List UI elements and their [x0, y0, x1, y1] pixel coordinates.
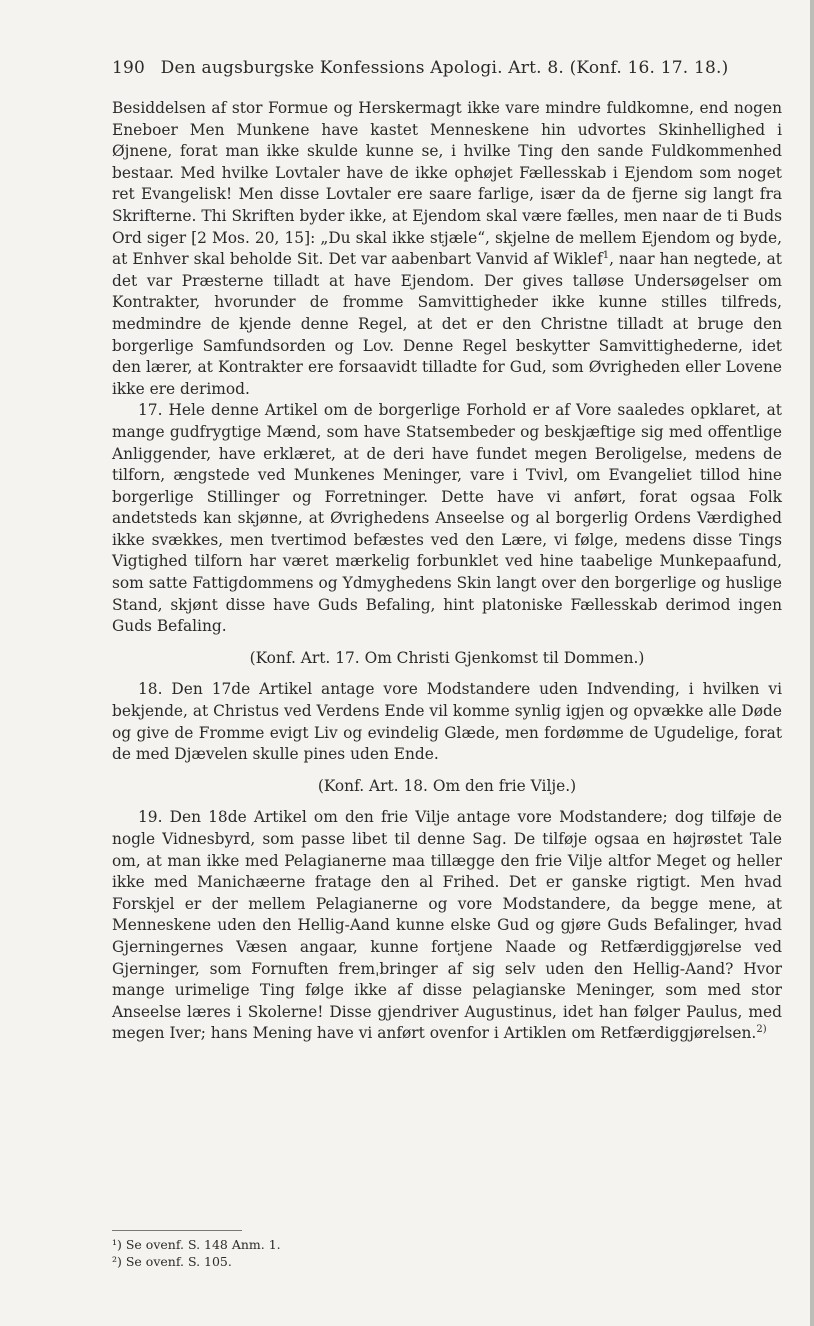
- paragraph: [112, 98, 782, 400]
- paragraph-text: Besiddelsen af stor Formue og Herskermagt ikke vare mindre fuldkomne, end nogen Eneboer Men Munkene have kastet Menneskene hin udvortes Skinhellighed i Øjnene, forat man ikke skulde kunne se, i hvilke Ting den sande Fuldkommenhed bestaar. Med hvilke Lovtaler have de ikke ophøjet Fællesskab i Ejendom som noget ret Evangelisk! Men disse Lovtaler ere saare farlige, især da de fjerne sig langt fra Skrifterne. Thi Skriften byder ikke, at Ejendom skal være fælles, men naar de ti Buds Ord siger [2 Mos. 20, 15]: „Du skal ikke stjæle“, skjelne de mellem Ejendom og byde, at Enhver skal beholde Sit. Det var aabenbart Vanvid af Wiklef: [112, 99, 782, 269]
- footnote-divider: [112, 1230, 242, 1231]
- section-heading: (Konf. Art. 17. Om Christi Gjenkomst til Dommen.): [249, 648, 645, 667]
- body-text: [112, 98, 782, 1045]
- paragraph: 18. Den 17de Artikel antage vore Modstandere uden Indvending, i hvilken vi bekjende, at Christus ved Verdens Ende vil komme synlig igjen og opvække alle Døde og give de Fromme evigt Liv og evindelig Glæde, men fordømme de Ugudelige, forat de med Djævelen skulle pines uden Ende.: [112, 680, 782, 764]
- footnote-ref: 2): [756, 1024, 767, 1036]
- paragraph: [112, 807, 782, 1045]
- paragraph: 17. Hele denne Artikel om de borgerlige Forhold er af Vore saaledes opklaret, at mange gudfrygtige Mænd, som have Statsembeder og beskjæftige sig med offentlige Anliggender, have erklæret, at de deri have fundet megen Beroligelse, medens de tilforn, ængstede ved Munkenes Meninger, vare i Tvivl, om Evangeliet tillod hine borgerlige Stillinger og Forretninger. Dette have vi anført, forat ogsaa Folk andetsteds kan skjønne, at Øvrighedens Anseelse og al borgerlig Ordens Værdighed ikke svækkes, men tvertimod befæstes ved den Lære, vi følge, medens disse Tings Vigtighed tilforn har været mærkelig forbunklet ved hine taabelige Munkepaafund, som satte Fattigdommens og Ydmyghedens Skin langt over den borgerlige og huslige Stand, skjønt disse have Guds Befaling, hint platoniske Fællesskab derimod ingen Guds Befaling.: [112, 401, 782, 636]
- footnote-ref: 1: [602, 250, 610, 262]
- running-header: [112, 58, 732, 78]
- section-heading: (Konf. Art. 18. Om den frie Vilje.): [317, 776, 577, 795]
- page-number: 190: [112, 58, 146, 78]
- footnote: ¹) Se ovenf. S. 148 Anm. 1.: [112, 1237, 281, 1252]
- page-edge: [810, 0, 814, 1326]
- paragraph-text: , naar han negtede, at det var Præsterne tilladt at have Ejendom. Der gives talløse Undersøgelser om Kontrakter, hvorunder de fromme Samvittigheder ikke kunne stilles tilfreds, medmindre de kjende denne Regel, at det er den Christne tilladt at bruge den borgerlige Samfundsorden og Lov. Denne Regel beskytter Samvittighederne, idet den lærer, at Kontrakter ere forsaavidt tilladte for Gud, som Øvrigheden eller Lovene ikke ere derimod.: [112, 250, 782, 398]
- footnote: ²) Se ovenf. S. 105.: [112, 1254, 232, 1269]
- footnotes: [112, 1236, 712, 1270]
- running-title: Den augsburgske Konfessions Apologi. Art. 8. (Konf. 16. 17. 18.): [160, 58, 729, 78]
- paragraph-text: 19. Den 18de Artikel om den frie Vilje antage vore Modstandere; dog tilføje de nogle Vidnesbyrd, som passe libet til denne Sag. De tilføje ogsaa en højrøstet Tale om, at man ikke med Pelagianerne maa tillægge den frie Vilje altfor Meget og heller ikke med Manichæerne fratage den al Frihed. Det er ganske rigtigt. Men hvad Forskjel er der mellem Pelagianerne og vore Modstandere, da begge mene, at Menneskene uden den Hellig-Aand kunne elske Gud og gjøre Guds Befalinger, hvad Gjerningernes Væsen angaar, kunne fortjene Naade og Retfærdiggjørelse ved Gjerninger, som Fornuften fremˌbringer af sig selv uden den Hellig-Aand? Hvor mange urimelige Ting følge ikke af disse pelagianske Meninger, som med stor Anseelse læres i Skolerne! Disse gjendriver Augustinus, idet han følger Paulus, med megen Iver; hans Mening have vi anført ovenfor i Artiklen om Retfærdiggjørelsen.: [112, 808, 782, 1043]
